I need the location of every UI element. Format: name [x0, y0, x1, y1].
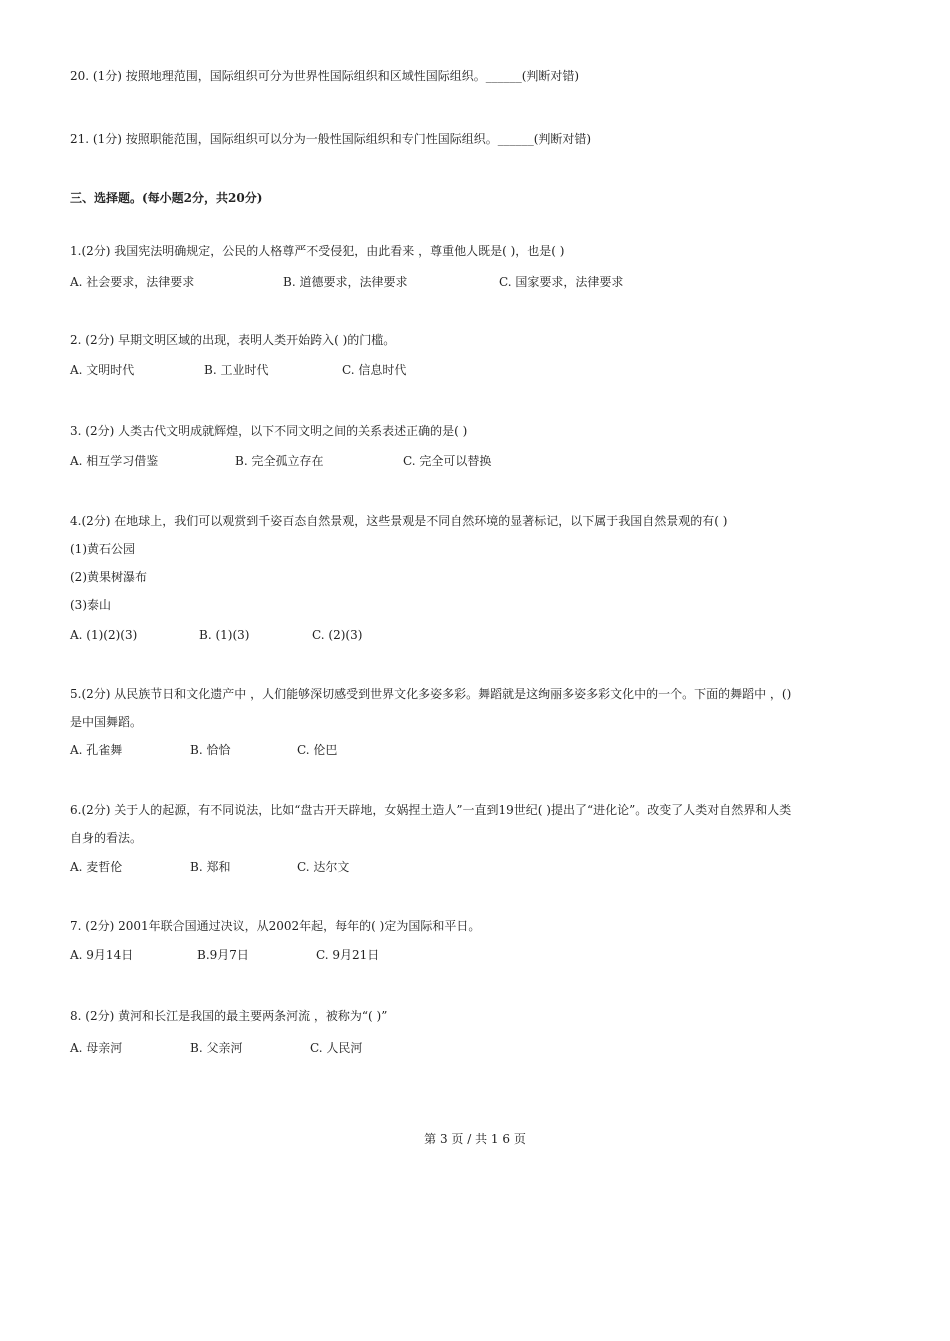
question-4-option-b: B. (1)(3) — [199, 628, 250, 642]
question-8-option-b: B. 父亲河 — [190, 1041, 243, 1055]
question-4-stem: 4.(2分) 在地球上，我们可以观赏到千姿百态自然景观，这些景观是不同自然环境的显著标记，以下属于我国自然景观的有( ) — [70, 514, 728, 528]
question-7-option-c: C. 9月21日 — [316, 948, 380, 962]
question-3-option-c: C. 完全可以替换 — [403, 454, 492, 468]
page-number-footer: 第 3 页 / 共 1 6 页 — [424, 1132, 526, 1146]
question-5-option-a: A. 孔雀舞 — [70, 743, 123, 757]
question-3-option-a: A. 相互学习借鉴 — [70, 454, 159, 468]
question-2-option-b: B. 工业时代 — [204, 363, 269, 377]
judgment-question-20: 20. (1分) 按照地理范围，国际组织可分为世界性国际组织和区域性国际组织。______(判断对错) — [70, 69, 580, 83]
question-5-stem: 5.(2分) 从民族节日和文化遗产中 ，人们能够深切感受到世界文化多姿多彩。舞蹈就是这绚丽多姿多彩文化中的一个。下面的舞蹈中 ，() — [70, 687, 792, 701]
question-8-option-a: A. 母亲河 — [70, 1041, 123, 1055]
question-7-option-a: A. 9月14日 — [70, 948, 134, 962]
question-4-option-c: C. (2)(3) — [312, 628, 363, 642]
section-title: 三、选择题。(每小题2分，共20分) — [70, 191, 263, 205]
question-4-item-2: (2)黄果树瀑布 — [70, 570, 147, 584]
question-6-option-a: A. 麦哲伦 — [70, 860, 123, 874]
question-6-stem: 6.(2分) 关于人的起源，有不同说法，比如“盘古开天辟地，女娲捏土造人”一直到19世纪( )提出了“进化论”。改变了人类对自然界和人类 — [70, 803, 792, 817]
question-1-stem: 1.(2分) 我国宪法明确规定，公民的人格尊严不受侵犯，由此看来 ，尊重他人既是( )，也是( ) — [70, 244, 565, 258]
question-6-stem-cont: 自身的看法。 — [70, 831, 143, 845]
question-1-option-b: B. 道德要求，法律要求 — [283, 275, 408, 289]
question-4-item-1: (1)黄石公园 — [70, 542, 135, 556]
question-8-option-c: C. 人民河 — [310, 1041, 363, 1055]
question-1-option-a: A. 社会要求，法律要求 — [70, 275, 195, 289]
question-5-stem-cont: 是中国舞蹈。 — [70, 715, 143, 729]
question-6-option-b: B. 郑和 — [190, 860, 231, 874]
question-4-option-a: A. (1)(2)(3) — [70, 628, 138, 642]
question-3-option-b: B. 完全孤立存在 — [235, 454, 324, 468]
question-8-stem: 8. (2分) 黄河和长江是我国的最主要两条河流 ，被称为“( )” — [70, 1009, 388, 1023]
question-2-option-a: A. 文明时代 — [70, 363, 135, 377]
question-2-stem: 2. (2分) 早期文明区域的出现，表明人类开始跨入( )的门槛。 — [70, 333, 396, 347]
question-5-option-b: B. 恰恰 — [190, 743, 231, 757]
question-6-option-c: C. 达尔文 — [297, 860, 350, 874]
question-5-option-c: C. 伦巴 — [297, 743, 338, 757]
question-3-stem: 3. (2分) 人类古代文明成就辉煌，以下不同文明之间的关系表述正确的是( ) — [70, 424, 468, 438]
judgment-question-21: 21. (1分) 按照职能范围，国际组织可以分为一般性国际组织和专门性国际组织。______(判断对错) — [70, 132, 592, 146]
question-4-item-3: (3)泰山 — [70, 598, 111, 612]
question-2-option-c: C. 信息时代 — [342, 363, 407, 377]
question-1-option-c: C. 国家要求，法律要求 — [499, 275, 624, 289]
question-7-stem: 7. (2分) 2001年联合国通过决议，从2002年起，每年的( )定为国际和平日。 — [70, 919, 481, 933]
question-7-option-b: B.9月7日 — [197, 948, 249, 962]
